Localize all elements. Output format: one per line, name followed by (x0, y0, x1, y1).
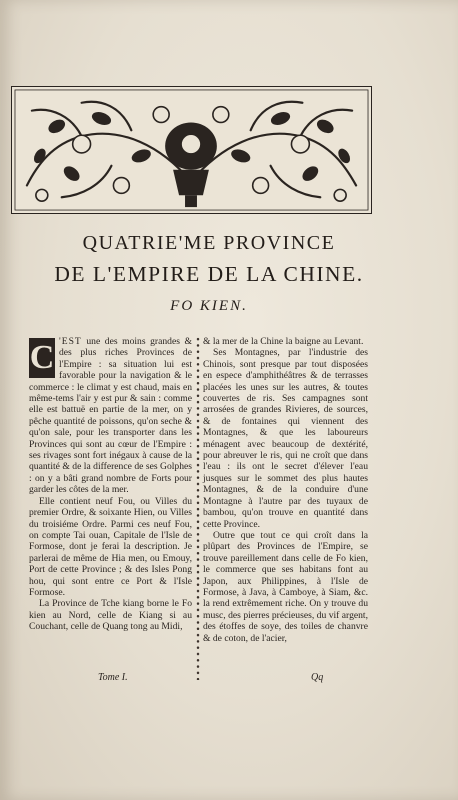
drop-cap-letter: C (29, 339, 55, 376)
floral-ornament-icon (12, 87, 371, 213)
signature-mark: Qq (311, 672, 324, 683)
heading-line-empire: DE L'EMPIRE DE LA CHINE. (54, 262, 364, 286)
paragraph-mountains: Ses Montagnes, par l'industrie des Chinois, sont presque par tout disposées en espece d'amphithéâtres & de terrasses placées les unes sur les autres, & toutes couvertes de ris. Ses campagnes sont arrosées de grandes Rivieres, de sources, & de fontaines qui viennent des Montagnes, & que les laboureurs ménagent avec beaucoup de dextérité, pour abreuver le ris, qui ne croît que dans l'eau : ils ont le secret d'élever l'eau jusques sur le sommet des plus hautes Montagnes, & de la conduire d'une Montagne à l'autre par des tuyaux de bambou, qu'on trouve en quantité dans cette Province. (203, 347, 368, 530)
paragraph-intro: une des moins grandes & des plus riches Provinces de l'Empire : sa situation lui est favorable pour la navigation & le commerce : le climat y est chaud, mais en même-tems l'air y est pur & sain : comme elle est battuë en partie de la mer, on y pêche quantité de poissons, qu'on seche & qu'on sale, pour les transporter dans les Provinces qui sont au cœur de l'Empire : ses rivages sont fort inégaux à cause de la quantité & de la difference de ses Golphes : on y a bâti grand nombre de Forts pour garder les côtes de la mer. (29, 336, 192, 496)
paragraph-borders: La Province de Tche kiang borne le Fo kien au Nord, celle de Kiang si au Couchant, celle de Quang tong au Midi, (29, 598, 192, 633)
left-text-column (29, 336, 192, 633)
lead-word: 'EST (59, 336, 82, 347)
paragraph-cities: Elle contient neuf Fou, ou Villes du premier Ordre, & soixante Hien, ou Villes du troisiéme Ordre. Parmi ces neuf Fou, on compte Tai ouan, Capitale de l'Isle de Formose, dont je ferai la description. Je parlerai de même de Hia men, ou Emouy, Port de cette Province ; & des Isles Pong hou, qui sont entre ce Port & l'Isle Formose. (29, 495, 192, 598)
right-text-column (203, 336, 368, 644)
engraved-floral-headpiece (11, 86, 372, 214)
paragraph-sea: & la mer de la Chine la baigne au Levant. (203, 336, 364, 347)
column-divider-ornament (195, 336, 201, 680)
heading-line-province: QUATRIE'ME PROVINCE (82, 232, 336, 254)
heading-line-fo-kien: FO KIEN. (170, 298, 248, 314)
paragraph-commerce: Outre que tout ce qui croît dans la plûpart des Provinces de l'Empire, se trouve pareillement dans celle de Fo kien, le commerce que ses habitans font au Japon, aux Philippines, à l'Isle de Formose, à Java, à Camboye, à Siam, &c. la rend extrêmement riche. On y trouve du musc, des pierres précieuses, du vif argent, des étoffes de soye, des toiles de chanvre & de coton, de l'acier, (203, 529, 368, 644)
volume-label: Tome I. (98, 672, 128, 683)
